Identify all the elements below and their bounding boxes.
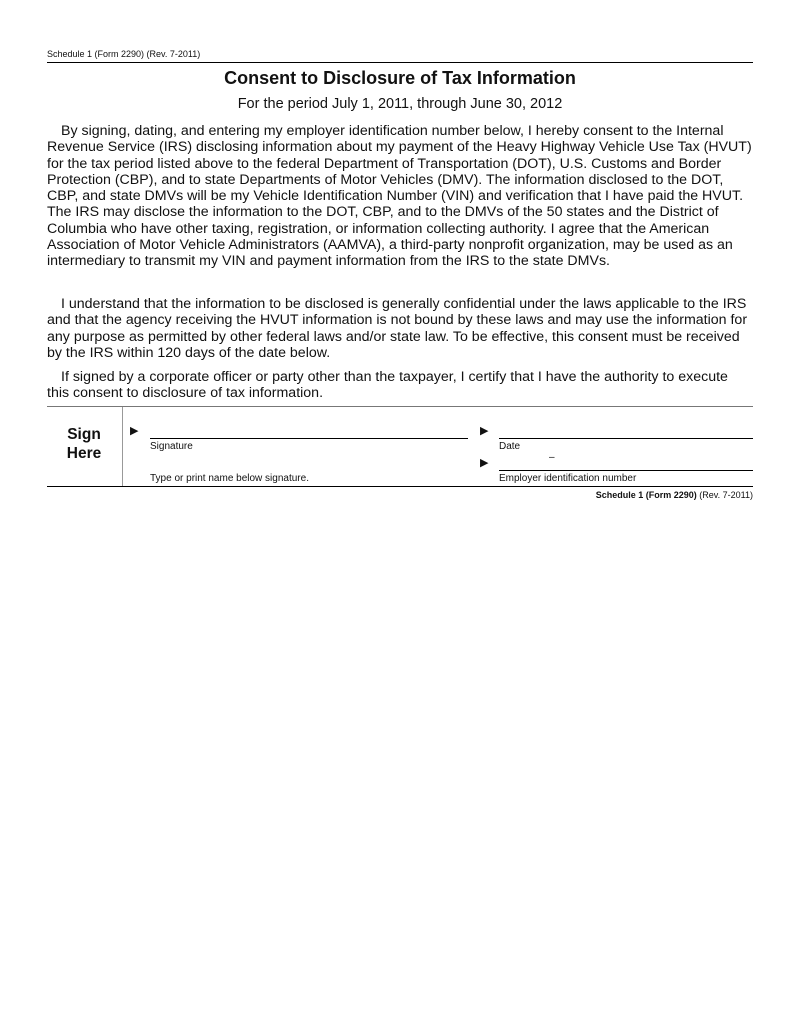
arrow-right-icon: ▶ — [480, 457, 489, 469]
signature-field[interactable] — [150, 438, 468, 439]
page-title: Consent to Disclosure of Tax Information — [224, 68, 576, 88]
signature-caption: Signature — [150, 441, 193, 452]
footer-revision: (Rev. 7-2011) — [699, 490, 753, 500]
tax-period: For the period July 1, 2011, through June 30, 2012 — [237, 96, 563, 112]
paragraph-text: I understand that the information to be disclosed is generally confidential under the laws applicable to the IRS and that the agency receiving the HVUT information is not bound by these laws and may use the information for any purpose as permitted by other federal laws and/or state law. To be effective, this consent must be received by the IRS within 120 days of the date below. — [47, 296, 748, 361]
consent-paragraph-3 — [47, 369, 753, 402]
paragraph-text: By signing, dating, and entering my employer identification number below, I hereby consent to the Internal Revenue Service (IRS) disclosing information about my payment of the Heavy Highway Vehicle Use Tax (HVUT) for the tax period listed above to the federal Department of Transportation (DOT), U.S. Customs and Border Protection (CBP), and to state Departments of Motor Vehicles (DMV). The information disclosed to the DOT, CBP, and state DMVs will be my Vehicle Identification Number (VIN) and verification that I have paid the HVUT. The IRS may disclose the information to the DOT, CBP, and to the DMVs of the 50 states and the District of Columbia who have other taxing, registration, or information collecting authority. I agree that the American Association of Motor Vehicle Administrators (AAMVA), a third-party nonprofit organization, may be used as an intermediary to transmit my VIN and payment information from the IRS to the state DMVs. — [47, 123, 752, 270]
arrow-right-icon: ▶ — [480, 425, 489, 437]
date-caption: Date — [499, 441, 521, 452]
sign-divider — [122, 407, 123, 486]
sign-here-label — [47, 425, 121, 463]
paragraph-text: If signed by a corporate officer or party other than the taxpayer, I certify that I have the authority to execute this consent to disclosure of tax information. — [47, 369, 728, 402]
sign-label-line2: Here — [66, 445, 102, 462]
footer-form-name: Schedule 1 (Form 2290) — [595, 490, 697, 500]
consent-paragraph-1 — [47, 123, 753, 270]
print-name-caption: Type or print name below signature. — [150, 473, 309, 484]
header-rule — [47, 62, 753, 63]
consent-paragraph-2 — [47, 296, 753, 361]
ein-caption: Employer identification number — [499, 473, 637, 484]
ein-separator: – — [549, 452, 555, 463]
sign-label-line1: Sign — [67, 426, 101, 443]
sign-here-section — [47, 406, 753, 487]
ein-field[interactable] — [499, 470, 753, 471]
form-id-header: Schedule 1 (Form 2290) (Rev. 7-2011) — [47, 49, 201, 59]
date-field[interactable] — [499, 438, 753, 439]
form-id-footer — [596, 490, 753, 500]
arrow-right-icon: ▶ — [130, 425, 139, 437]
